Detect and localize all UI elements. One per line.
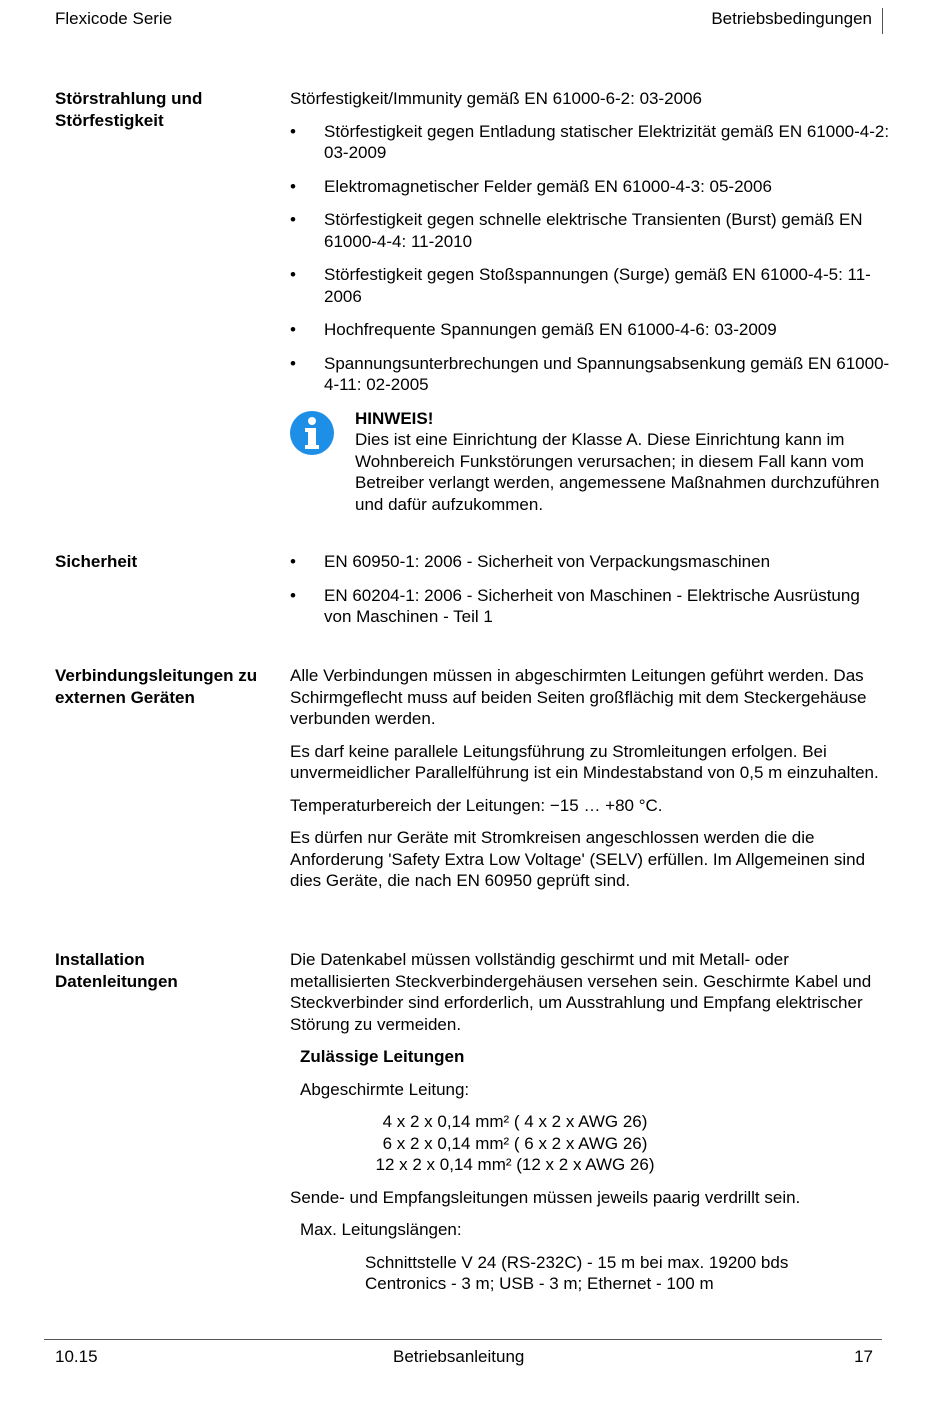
footer-version: 10.15	[55, 1347, 98, 1366]
shielded-label: Abgeschirmte Leitung:	[300, 1079, 470, 1099]
section-body	[290, 665, 890, 903]
notice-title: HINWEIS!	[355, 408, 434, 428]
header-product: Flexicode Serie	[55, 9, 173, 28]
section-body	[290, 551, 890, 640]
list-item: • Spannungsunterbrechungen und Spannungsabsenkung gemäß EN 61000-4-11: 02-2005	[290, 353, 890, 394]
section-body	[290, 88, 890, 515]
install-intro: Die Datenkabel müssen vollständig geschirmt und mit Metall- oder metallisierten Steckverbindergehäusen versehen sein. Geschirmte Kabel und Steckverbinder sind erforderlich, um Ausstrahlung und Empfang elektrischer Störung zu vermeiden.	[290, 950, 872, 1034]
paragraph: Es dürfen nur Geräte mit Stromkreisen angeschlossen werden die die Anforderung 'Safety Extra Low Voltage' (SELV) erfüllen. Im Allgemeinen sind dies Geräte, die nach EN 60950 geprüft sind.	[290, 828, 866, 890]
list-item: • Hochfrequente Spannungen gemäß EN 61000-4-6: 03-2009	[290, 320, 777, 339]
list-item: • Elektromagnetischer Felder gemäß EN 61000-4-3: 05-2006	[290, 176, 772, 196]
page-footer	[55, 1346, 873, 1370]
section-label: Störstrahlung und Störfestigkeit	[55, 89, 203, 130]
paragraph: Temperaturbereich der Leitungen: −15 … +80 °C.	[290, 795, 663, 815]
cable-spec: 4 x 2 x 0,14 mm² ( 4 x 2 x AWG 26)	[382, 1112, 648, 1131]
emv-list	[290, 121, 890, 396]
list-item: • Störfestigkeit gegen schnelle elektrische Transienten (Burst) gemäß EN 61000-4-4: 11-2010	[290, 210, 863, 251]
list-item: • Störfestigkeit gegen Stoßspannungen (Surge) gemäß EN 61000-4-5: 11-2006	[290, 265, 871, 306]
emv-intro: Störfestigkeit/Immunity gemäß EN 61000-6-2: 03-2006	[290, 89, 702, 108]
twisted-note: Sende- und Empfangsleitungen müssen jeweils paarig verdrillt sein.	[290, 1187, 801, 1207]
section-label: Sicherheit	[55, 552, 138, 571]
section-label: Verbindungsleitungen zu externen Geräten	[55, 666, 258, 707]
paragraph: Es darf keine parallele Leitungsführung zu Stromleitungen erfolgen. Bei unvermeidlicher Parallelführung ist ein Mindestabstand von 0,5 m einzuhalten.	[290, 741, 879, 782]
list-item: • EN 60204-1: 2006 - Sicherheit von Maschinen - Elektrische Ausrüstung von Maschinen - Teil 1	[290, 585, 860, 626]
page-header	[55, 8, 883, 34]
safety-list	[290, 551, 890, 628]
footer-doc-title: Betriebsanleitung	[393, 1347, 525, 1366]
page-number: 17	[854, 1347, 873, 1366]
cable-spec-list	[315, 1111, 715, 1176]
section-body	[290, 949, 890, 1295]
notice-text: Dies ist eine Einrichtung der Klasse A. Diese Einrichtung kann im Wohnbereich Funkstörungen verursachen; in diesem Fall kann vom Betreiber verlangt werden, angemessene Maßnahmen durchzuführen und dafür aufzukommen.	[355, 430, 880, 514]
length-item: Centronics - 3 m; USB - 3 m; Ethernet - 100 m	[365, 1274, 714, 1293]
list-item: • Störfestigkeit gegen Entladung statischer Elektrizität gemäß EN 61000-4-2: 03-2009	[290, 121, 890, 162]
list-item: • EN 60950-1: 2006 - Sicherheit von Verpackungsmaschinen	[290, 552, 771, 571]
length-list	[290, 1252, 890, 1295]
length-item: Schnittstelle V 24 (RS-232C) - 15 m bei max. 19200 bds	[365, 1252, 789, 1272]
notice-box	[290, 408, 890, 516]
header-chapter: Betriebsbedingungen	[711, 9, 872, 28]
max-label: Max. Leitungslängen:	[300, 1220, 462, 1239]
cable-spec: 6 x 2 x 0,14 mm² ( 6 x 2 x AWG 26)	[382, 1133, 648, 1153]
section-label: Installation Datenleitungen	[55, 950, 178, 991]
cable-spec: 12 x 2 x 0,14 mm² (12 x 2 x AWG 26)	[375, 1155, 655, 1174]
allowed-title: Zulässige Leitungen	[300, 1047, 465, 1066]
paragraph: Alle Verbindungen müssen in abgeschirmten Leitungen geführt werden. Das Schirmgeflecht muss auf beiden Seiten großflächig mit dem Steckergehäuse verbunden werden.	[290, 666, 867, 728]
footer-divider	[44, 1339, 882, 1340]
info-icon	[290, 411, 334, 455]
